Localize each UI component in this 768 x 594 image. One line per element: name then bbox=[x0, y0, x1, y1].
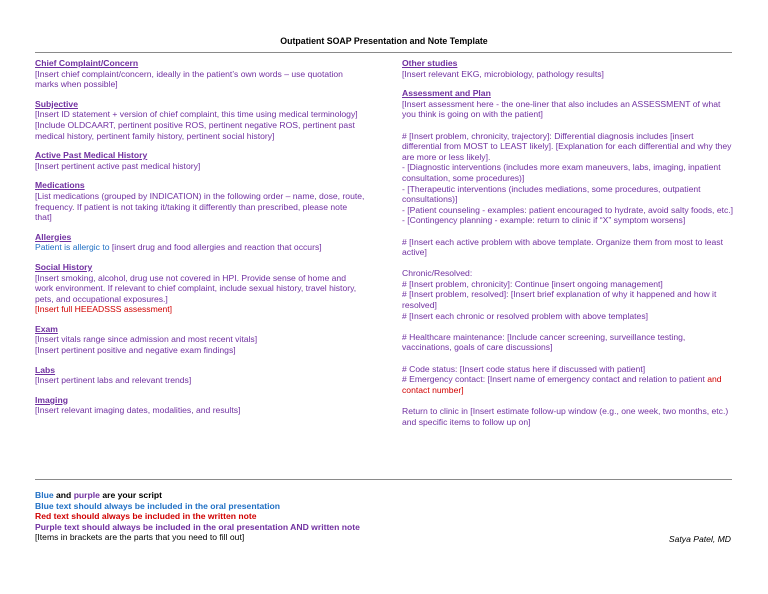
code-status: # Code status: [Insert code status here if discussed with patient] bbox=[402, 363, 646, 374]
other-studies-section bbox=[402, 58, 734, 79]
imaging-section bbox=[35, 395, 365, 416]
chief-complaint-text: [Insert chief complaint/concern, ideally in the patient’s own words – use quotation marks when possible] bbox=[35, 68, 343, 90]
right-column bbox=[402, 58, 734, 436]
legend-purple-word: purple bbox=[73, 490, 100, 500]
chronic-problem-3: # [Insert each chronic or resolved problem with above templates] bbox=[402, 310, 649, 321]
author-signature: Satya Patel, MD bbox=[668, 534, 731, 544]
pmh-text: [Insert pertinent active past medical history] bbox=[35, 160, 201, 171]
legend-red-line: Red text should always be included in the written note bbox=[35, 511, 257, 522]
chief-complaint-section bbox=[35, 58, 365, 90]
allergies-placeholder: [insert drug and food allergies and reaction that occurs] bbox=[111, 242, 322, 253]
document-title: Outpatient SOAP Presentation and Note Template bbox=[280, 36, 488, 46]
labs-heading: Labs bbox=[35, 364, 56, 375]
healthcare-maintenance: # Healthcare maintenance: [Include cancer screening, surveillance testing, vaccinations, goals of care discussions] bbox=[402, 331, 686, 353]
subjective-section bbox=[35, 99, 365, 141]
other-studies-text: [Insert relevant EKG, microbiology, pathology results] bbox=[402, 68, 604, 79]
legend-purple-line: Purple text should always be included in the oral presentation AND written note bbox=[35, 521, 360, 532]
diagnostic-interventions: - [Diagnostic interventions (includes more exam maneuvers, labs, imaging, inpatient consultation, some procedures)] bbox=[402, 162, 721, 183]
chronic-resolved-heading: Chronic/Resolved: bbox=[402, 268, 473, 279]
labs-section bbox=[35, 365, 365, 386]
subjective-heading: Subjective bbox=[35, 98, 78, 109]
therapeutic-interventions: - [Therapeutic interventions (includes mediations, some procedures, outpatient consultations)] bbox=[402, 183, 701, 205]
imaging-text: [Insert relevant imaging dates, modalities, and results] bbox=[35, 405, 241, 416]
return-to-clinic: Return to clinic in [Insert estimate follow-up window (e.g., one week, two months, etc.) and specific items to follow up on] bbox=[402, 406, 729, 427]
top-divider bbox=[35, 52, 732, 53]
allergies-text bbox=[35, 242, 365, 253]
pmh-section bbox=[35, 150, 365, 171]
problem-line: # [Insert problem, chronicity, trajectory]: Differential diagnosis includes [insert differential from MOST to LEAST likely]. [Explanation for each differential and why they are more or less likely]. bbox=[402, 130, 732, 162]
chief-complaint-heading: Chief Complaint/Concern bbox=[35, 58, 139, 68]
emergency-contact bbox=[402, 374, 734, 395]
legend-brackets-line: [Items in brackets are the parts that you need to fill out] bbox=[35, 532, 245, 543]
color-legend bbox=[35, 490, 732, 543]
contingency-planning: - [Contingency planning - example: return to clinic if “X” symptom worsens] bbox=[402, 215, 686, 226]
each-active-problem: # [Insert each active problem with above template. Organize them from most to least active] bbox=[402, 236, 723, 258]
subjective-id-statement: [Insert ID statement + version of chief complaint, this time using medical terminology] bbox=[35, 109, 358, 120]
legend-blue-word: Blue bbox=[35, 490, 54, 500]
social-history-heading: Social History bbox=[35, 261, 93, 272]
other-studies-heading: Other studies bbox=[402, 58, 458, 68]
bottom-divider bbox=[35, 479, 732, 480]
assessment-intro: [Insert assessment here - the one-liner that also includes an ASSESSMENT of what you think is going on with the patient] bbox=[402, 98, 721, 120]
exam-vitals: [Insert vitals range since admission and most recent vitals] bbox=[35, 334, 258, 345]
emergency-contact-number: and contact number] bbox=[402, 374, 722, 395]
emergency-contact-text: # Emergency contact: [Insert name of emergency contact and relation to patient bbox=[402, 374, 708, 385]
allergies-script: Patient is allergic to bbox=[35, 242, 112, 253]
heeadsss-text: [Insert full HEEADSSS assessment] bbox=[35, 304, 173, 315]
left-column bbox=[35, 58, 365, 425]
pmh-heading: Active Past Medical History bbox=[35, 150, 148, 161]
legend-script-line bbox=[35, 490, 732, 501]
subjective-oldcaart: [Include OLDCAART, pertinent positive ROS, pertinent negative ROS, pertinent past medical history, pertinent family history, pertinent social history] bbox=[35, 119, 355, 141]
chronic-problem-1: # [Insert problem, chronicity]: Continue [insert ongoing management] bbox=[402, 278, 663, 289]
legend-blue-line: Blue text should always be included in the oral presentation bbox=[35, 500, 280, 511]
medications-section bbox=[35, 180, 365, 222]
medications-heading: Medications bbox=[35, 180, 85, 191]
medications-text: [List medications (grouped by INDICATION) in the following order – name, dose, route, frequency. If patient is not taking it/taking it differently than prescribed, please note that] bbox=[35, 190, 365, 223]
allergies-section bbox=[35, 232, 365, 253]
legend-and-word: and bbox=[53, 490, 74, 500]
assessment-plan-heading: Assessment and Plan bbox=[402, 88, 491, 99]
allergies-heading: Allergies bbox=[35, 231, 72, 242]
social-history-section bbox=[35, 262, 365, 315]
imaging-heading: Imaging bbox=[35, 394, 68, 405]
legend-script-rest: are your script bbox=[99, 490, 163, 500]
exam-heading: Exam bbox=[35, 323, 58, 334]
social-history-text: [Insert smoking, alcohol, drug use not covered in HPI. Provide sense of home and work environment. If relevant to chief complaint, include sexual history, travel history, pets, and occupational exposures.] bbox=[35, 272, 357, 304]
patient-counseling: - [Patient counseling - examples: patient encouraged to hydrate, avoid salty foods, etc.] bbox=[402, 204, 734, 215]
labs-text: [Insert pertinent labs and relevant trends] bbox=[35, 375, 192, 386]
assessment-plan-section bbox=[402, 88, 734, 427]
exam-findings: [Insert pertinent positive and negative exam findings] bbox=[35, 345, 236, 356]
chronic-problem-2: # [Insert problem, resolved]: [Insert brief explanation of why it happened and how it resolved] bbox=[402, 289, 717, 311]
exam-section bbox=[35, 324, 365, 356]
